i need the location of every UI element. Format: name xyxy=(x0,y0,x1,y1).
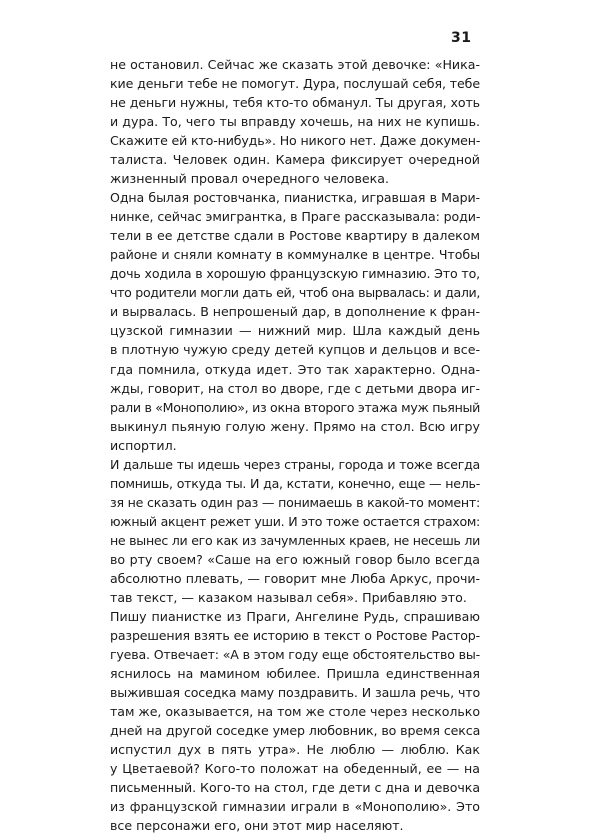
text-line: гда помнила, откуда идет. Это так характерно. Одна- xyxy=(110,361,480,377)
text-line: абсолютно плевать, — говорит мне Люба Аркус, прочи- xyxy=(110,570,480,586)
text-line: испортил. xyxy=(110,437,177,453)
text-line: не вынес ли его как из зачумленных краев, не несешь ли xyxy=(110,532,480,548)
text-line: жизненный провал очередного человека. xyxy=(110,171,389,187)
text-line: кие деньги тебе не помогут. Дура, послушай себя, тебе xyxy=(110,76,480,92)
text-line: и вырвалась. В непрошеный дар, в дополнение к фран- xyxy=(110,304,480,320)
text-line: там же, оказывается, на том же столе через несколько xyxy=(110,704,480,720)
text-line: нинке, сейчас эмигрантка, в Праге рассказывала: роди- xyxy=(110,209,481,225)
text-line: рали в «Монополию», из окна второго этажа муж пьяный xyxy=(110,399,481,415)
text-line: южный акцент режет уши. И это тоже остается страхом: xyxy=(110,513,480,529)
text-line: гуева. Отвечает: «А в этом году еще обстоятельство вы- xyxy=(110,646,480,662)
text-line: яснилось на мамином юбилее. Пришла единственная xyxy=(110,666,480,681)
text-line: письменный. Кого-то на стол, где дети с дна и девочка xyxy=(110,780,480,796)
text-line: из французской гимназии играли в «Монополию». Это xyxy=(110,799,480,815)
text-line: талиста. Человек один. Камера фиксирует очередной xyxy=(110,152,480,168)
text-line: выжившая соседка маму поздравить. И зашла речь, что xyxy=(110,685,480,701)
text-line: тели в ее детстве сдали в Ростове квартиру в далеком xyxy=(110,228,480,244)
text-line: жды, говорит, на стол во дворе, где с детьми двора иг- xyxy=(110,380,480,396)
text-line: не деньги нужны, тебя кто-то обманул. Ты другая, хоть xyxy=(110,95,480,111)
text-line: разрешения взять ее историю в текст о Ростове Растор- xyxy=(110,627,480,643)
text-line: тав текст, — казаком называл себя». Прибавляю это. xyxy=(110,589,467,605)
text-line: дней на другой соседке умер любовник, во время секса xyxy=(110,723,481,739)
text-line: во рту своем? «Саше на его южный говор было всегда xyxy=(110,551,480,567)
text-line: выкинул пьяную голую жену. Прямо на стол. Всю игру xyxy=(110,418,480,434)
page-number: 31 xyxy=(451,30,472,46)
text-line: у Цветаевой? Кого-то положат на обеденный, ее — на xyxy=(110,761,480,777)
text-line: Скажите ей кто-нибудь». Но никого нет. Даже докумен- xyxy=(110,133,481,149)
text-line: не остановил. Сейчас же сказать этой девочке: «Ника- xyxy=(110,57,480,72)
text-line: зя не сказать один раз — понимаешь в какой-то момент: xyxy=(110,494,480,510)
text-line: Одна былая ростовчанка, пианистка, игравшая в Мари- xyxy=(110,190,480,206)
text-line: районе и сняли комнату в коммуналке в центре. Чтобы xyxy=(110,247,480,263)
text-line: испустил дух в пять утра». Не люблю — люблю. Как xyxy=(110,742,480,758)
text-line: И дальше ты идешь через страны, города и тоже всегда xyxy=(110,456,480,472)
text-line: все персонажи его, они этот мир населяют. xyxy=(110,818,404,834)
text-line: цузской гимназии — нижний мир. Шла каждый день xyxy=(110,323,480,339)
text-line: и дура. То, чего ты вправду хочешь, на них не купишь. xyxy=(110,114,480,130)
body-text xyxy=(110,55,480,835)
text-line: что родители могли дать ей, чтоб она вырвалась: и дали, xyxy=(110,285,480,301)
text-line: в плотную чужую среду детей купцов и дельцов и все- xyxy=(110,342,480,358)
text-line: дочь ходила в хорошую французскую гимназию. Это то, xyxy=(110,266,480,282)
text-line: помнишь, откуда ты. И да, кстати, конечно, еще — нель- xyxy=(110,475,480,491)
text-line: Пишу пианистке из Праги, Ангелине Рудь, спрашиваю xyxy=(110,608,480,624)
